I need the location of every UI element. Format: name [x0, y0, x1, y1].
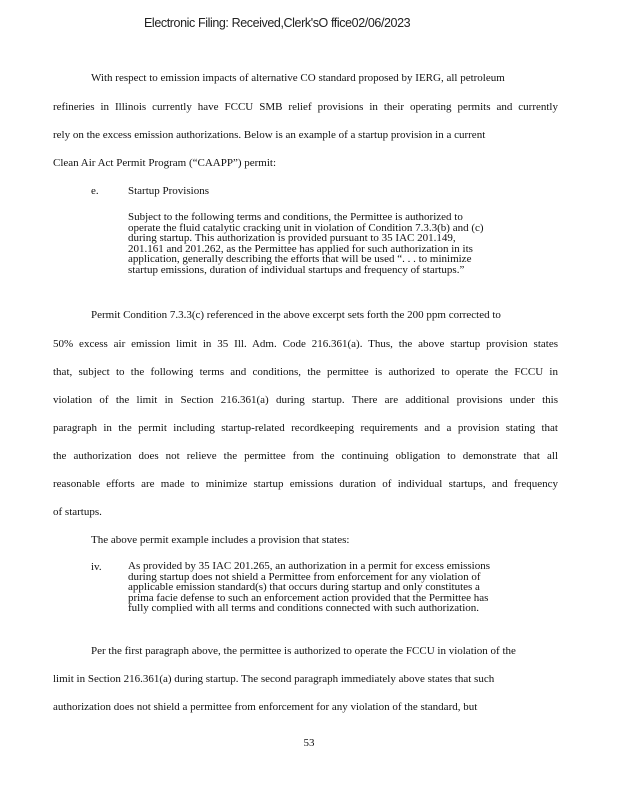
paragraph1-line: Clean Air Act Permit Program (“CAAPP”) permit: [53, 157, 277, 169]
filing-header: Electronic Filing: Received,Clerk'sO ffice02/06/2023 [144, 16, 411, 30]
paragraph4-line: limit in Section 216.361(a) during startup. The second paragraph immediately above states that such [53, 673, 495, 685]
page-number: 53 [303, 737, 315, 749]
paragraph1-line: With respect to emission impacts of alternative CO standard proposed by IERG, all petroleum [91, 72, 505, 84]
paragraph4-line: Per the first paragraph above, the permittee is authorized to operate the FCCU in violation of the [91, 645, 516, 657]
paragraph2-line: violation of the limit in Section 216.361(a) during startup. There are additional provisions under this [53, 394, 558, 406]
excerpt2-body: As provided by 35 IAC 201.265, an authorization in a permit for excess emissions during startup does not shield a Permittee from enforcement for any violation of applicable emission standard(s) that occurs during startup and only constitutes a prima facie defense to such an enforcement action provided that the Permittee has fully complied with all terms and conditions connected with such authorization. [128, 560, 491, 615]
excerpt1-marker: e. [91, 185, 99, 197]
excerpt1-title: Startup Provisions [128, 185, 209, 197]
paragraph2-line: 50% excess air emission limit in 35 Ill. Adm. Code 216.361(a). Thus, the above startup provision states [53, 338, 558, 350]
paragraph1-line: refineries in Illinois currently have FCCU SMB relief provisions in their operating permits and currently [53, 101, 558, 113]
paragraph3-line: The above permit example includes a provision that states: [91, 534, 350, 546]
paragraph2-line: of startups. [53, 506, 102, 518]
paragraph2-line: that, subject to the following terms and conditions, the permittee is authorized to operate the FCCU in [53, 366, 558, 378]
excerpt2-marker: iv. [91, 561, 102, 573]
paragraph2-line: paragraph in the permit including startup-related recordkeeping requirements and a provision stating that [53, 422, 558, 434]
paragraph2-line: Permit Condition 7.3.3(c) referenced in the above excerpt sets forth the 200 ppm corrected to [91, 309, 501, 321]
paragraph2-line: reasonable efforts are made to minimize startup emissions duration of individual startups, and frequency [53, 478, 558, 490]
excerpt1-body: Subject to the following terms and conditions, the Permittee is authorized to operate the fluid catalytic cracking unit in violation of Condition 7.3.3(b) and (c) during startup. This authorization is provided pursuant to 35 IAC 201.149, 201.161 and 201.262, as the Permittee has applied for such authorization in its application, generally describing the efforts that will be used “. . . to minimize startup emissions, duration of individual startups and frequency of startups.” [128, 211, 484, 276]
paragraph4-line: authorization does not shield a permittee from enforcement for any violation of the standard, but [53, 701, 478, 713]
paragraph1-line: rely on the excess emission authorizations. Below is an example of a startup provision in a current [53, 129, 486, 141]
paragraph2-line: the authorization does not relieve the permittee from the continuing obligation to demonstrate that all [53, 450, 558, 462]
